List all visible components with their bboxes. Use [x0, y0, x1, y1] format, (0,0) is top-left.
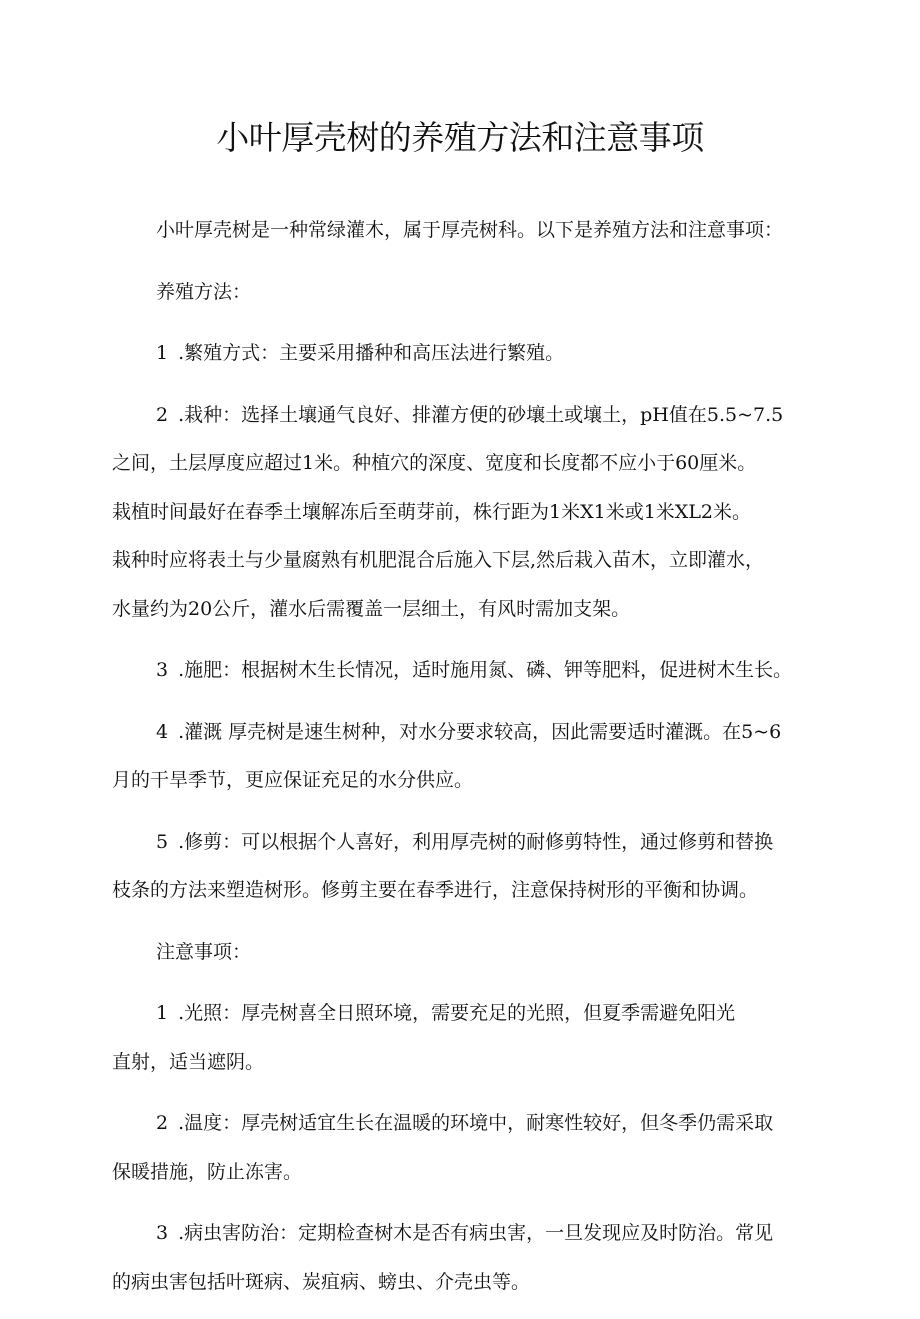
note-item-3: 3 .病虫害防治：定期检查树木是否有病虫害，一旦发现应及时防治。常见 的病虫害包括叶斑病、炭疽病、螃虫、介壳虫等。	[112, 1222, 774, 1293]
method-item-3: 3 .施肥：根据树木生长情况，适时施用氮、磷、钾等肥料，促进树木生长。	[156, 659, 793, 681]
method-item-2: 2 .栽种：选择土壤通气良好、排灌方便的砂壤土或壤土，pH值在5.5~7.5 之间，土层厚度应超过1米。种植穴的深度、宽度和长度都不应小于60厘米。 栽植时间最好在春季土壤解冻后至萌芽前，株行距为1米X1米或1米XL2米。 栽种时应将表土与少量腐熟有机肥混合后施入下层,然后栽入苗木，立即灌水， 水量约为20公斤，灌水后需覆盖一层细土，有风时需加支架。	[112, 403, 784, 620]
method-item-1: 1 .繁殖方式：主要采用播种和高压法进行繁殖。	[156, 342, 565, 364]
document-title: 小叶厚壳树的养殖方法和注意事项	[216, 118, 704, 157]
intro-paragraph: 小叶厚壳树是一种常绿灌木，属于厚壳树科。以下是养殖方法和注意事项：	[156, 219, 784, 241]
section-heading-methods: 养殖方法：	[156, 280, 252, 303]
method-item-4: 4 .灌溉 厚壳树是速生树种，对水分要求较高，因此需要适时灌溉。在5~6 月的干旱季节，更应保证充足的水分供应。	[112, 720, 782, 791]
section-heading-notes: 注意事项：	[156, 940, 252, 963]
note-item-2: 2 .温度：厚壳树适宜生长在温暖的环境中，耐寒性较好，但冬季仍需采取 保暖措施，防止冻害。	[112, 1112, 774, 1183]
method-item-5: 5 .修剪：可以根据个人喜好，利用厚壳树的耐修剪特性，通过修剪和替换 枝条的方法来塑造树形。修剪主要在春季进行，注意保持树形的平衡和协调。	[112, 830, 774, 901]
document-body	[112, 206, 824, 1319]
note-item-1: 1 .光照：厚壳树喜全日照环境，需要充足的光照，但夏季需避免阳光 直射，适当遮阴。	[112, 1002, 736, 1073]
